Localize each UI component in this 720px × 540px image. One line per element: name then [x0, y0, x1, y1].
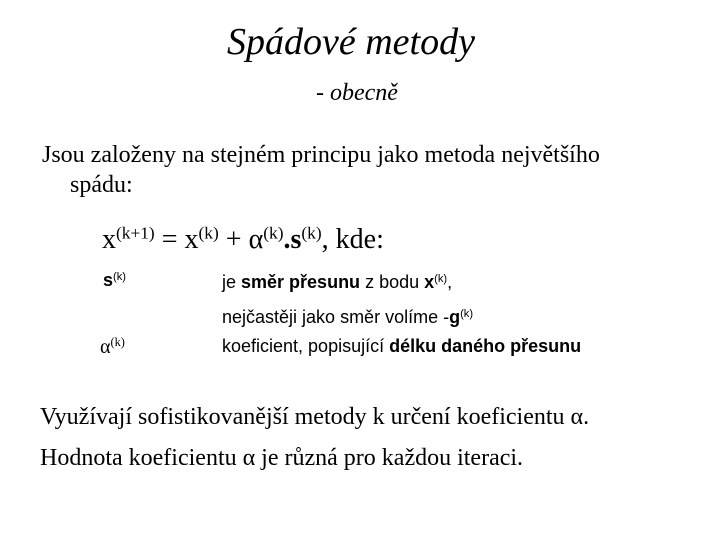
- symbol-alpha-sup: (k): [110, 335, 125, 350]
- def3-pre: koeficient, popisující: [222, 336, 390, 356]
- formula-dot-s: .s: [283, 224, 302, 255]
- def1-mid: z bodu: [360, 272, 425, 292]
- slide-title: Spádové metody: [227, 21, 475, 63]
- symbol-s-sup: (k): [113, 270, 127, 283]
- def1-pre: je: [222, 272, 242, 292]
- formula-kde: , kde:: [321, 224, 384, 255]
- formula-eq: = x: [154, 224, 199, 255]
- def1-x: x: [424, 272, 435, 292]
- iteration-formula: [102, 224, 384, 256]
- definition-line-3: [222, 336, 581, 357]
- intro-line-1: Jsou založeny na stejném principu jako metoda největšího: [42, 142, 600, 168]
- symbol-alpha: α: [100, 336, 111, 358]
- slide-subtitle: - obecně: [316, 80, 398, 106]
- formula-plus: +: [218, 224, 249, 255]
- def2-g: g: [449, 307, 461, 327]
- definition-symbol-s: [103, 270, 126, 291]
- def1-sup: (k): [434, 272, 448, 285]
- formula-sup-k-b: (k): [263, 223, 284, 243]
- formula-alpha: α: [248, 224, 264, 255]
- def1-bold: směr přesunu: [241, 272, 361, 292]
- definition-line-1: [222, 272, 452, 293]
- formula-sup-k: (k): [198, 223, 219, 243]
- symbol-s: s: [103, 270, 114, 290]
- formula-sup-k1: (k+1): [116, 223, 155, 243]
- def2-sup: (k): [460, 307, 474, 320]
- bottom-line-2: Hodnota koeficientu α je různá pro každou iteraci.: [40, 445, 524, 471]
- def1-post: ,: [447, 272, 453, 292]
- formula-sup-k-c: (k): [301, 223, 322, 243]
- formula-x: x: [102, 224, 116, 255]
- def2-pre: nejčastěji jako směr volíme -: [222, 307, 450, 327]
- definition-symbol-alpha: [100, 336, 125, 359]
- intro-line-2: spádu:: [70, 172, 133, 198]
- bottom-line-1: Využívají sofistikovanější metody k určení koeficientu α.: [40, 404, 590, 430]
- def3-bold: délku daného přesunu: [389, 336, 582, 356]
- definition-line-2: [222, 307, 473, 328]
